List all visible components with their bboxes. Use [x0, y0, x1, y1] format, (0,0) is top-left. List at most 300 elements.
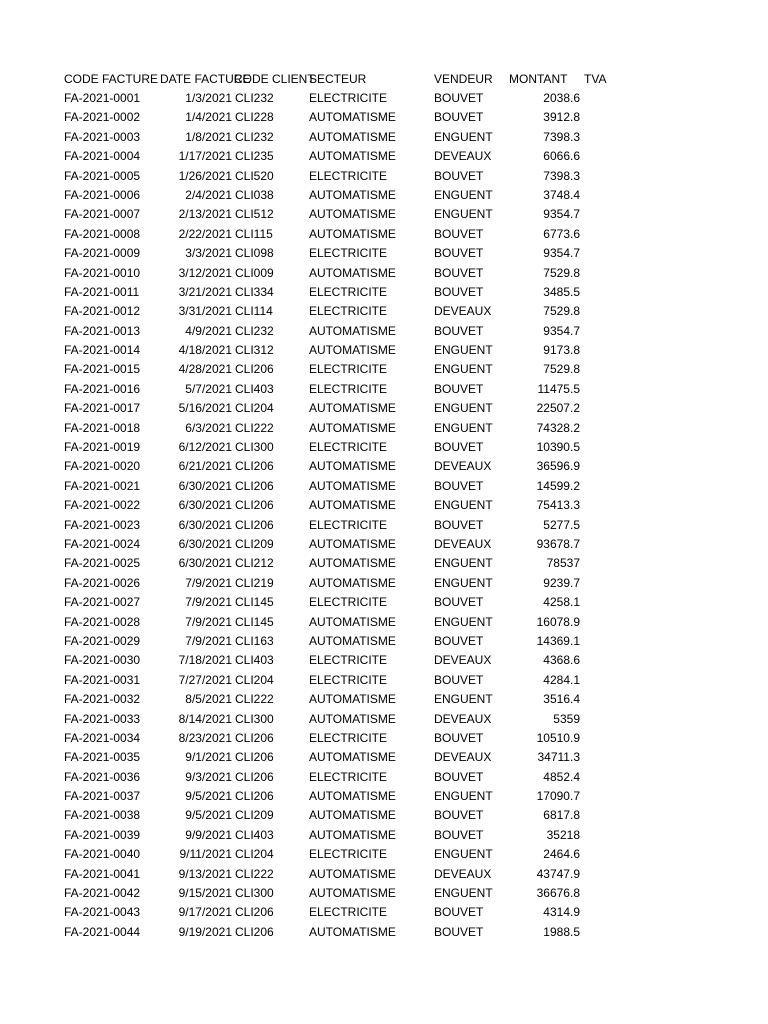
- cell-date-facture[interactable]: 1/8/2021: [185, 129, 232, 144]
- cell-vendeur[interactable]: ENGUENT: [434, 575, 493, 590]
- cell-date-facture[interactable]: 7/9/2021: [185, 633, 232, 648]
- cell-secteur[interactable]: ELECTRICITE: [309, 905, 388, 920]
- cell-montant[interactable]: 6066.6: [543, 149, 580, 164]
- header-date-facture[interactable]: DATE FACTURE: [160, 72, 251, 86]
- cell-montant[interactable]: 9354.7: [543, 246, 580, 261]
- cell-code-facture[interactable]: FA-2021-0017: [64, 401, 141, 416]
- cell-code-facture[interactable]: FA-2021-0013: [64, 323, 141, 338]
- table-row: [0, 225, 768, 244]
- cell-code-client[interactable]: CLI115: [235, 226, 273, 241]
- cell-vendeur[interactable]: DEVEAUX: [434, 866, 492, 881]
- cell-date-facture[interactable]: 2/4/2021: [185, 187, 232, 202]
- cell-secteur[interactable]: ELECTRICITE: [309, 91, 388, 105]
- cell-code-facture[interactable]: FA-2021-0026: [64, 575, 141, 590]
- cell-code-facture[interactable]: FA-2021-0009: [64, 246, 141, 261]
- cell-vendeur[interactable]: DEVEAUX: [434, 304, 492, 319]
- header-code-client[interactable]: CODE CLIENT: [234, 72, 315, 86]
- cell-date-facture[interactable]: 9/5/2021: [185, 789, 232, 804]
- cell-vendeur[interactable]: BOUVET: [434, 808, 484, 823]
- cell-montant[interactable]: 7529.8: [543, 304, 580, 319]
- table-row: [0, 128, 768, 147]
- cell-code-facture[interactable]: FA-2021-0019: [64, 440, 141, 455]
- cell-montant[interactable]: 7398.3: [543, 129, 580, 144]
- cell-secteur[interactable]: AUTOMATISME: [309, 207, 396, 222]
- table-row: [0, 341, 768, 360]
- cell-code-client[interactable]: CLI235: [235, 149, 274, 164]
- cell-vendeur[interactable]: ENGUENT: [434, 343, 493, 358]
- cell-montant[interactable]: 4284.1: [543, 672, 580, 687]
- cell-date-facture[interactable]: 2/13/2021: [178, 207, 232, 222]
- cell-secteur[interactable]: ELECTRICITE: [309, 595, 388, 610]
- cell-code-client[interactable]: CLI209: [235, 536, 274, 551]
- table-row: [0, 516, 768, 535]
- cell-vendeur[interactable]: DEVEAUX: [434, 653, 492, 668]
- cell-code-facture[interactable]: FA-2021-0008: [64, 226, 141, 241]
- cell-code-facture[interactable]: FA-2021-0039: [64, 827, 141, 842]
- cell-date-facture[interactable]: 9/13/2021: [178, 866, 232, 881]
- cell-date-facture[interactable]: 7/9/2021: [185, 595, 232, 610]
- cell-date-facture[interactable]: 6/21/2021: [178, 459, 232, 474]
- cell-vendeur[interactable]: ENGUENT: [434, 692, 493, 707]
- cell-secteur[interactable]: ELECTRICITE: [309, 246, 388, 261]
- cell-code-client[interactable]: CLI098: [235, 246, 274, 261]
- table-row: [0, 244, 768, 263]
- cell-date-facture[interactable]: 1/17/2021: [178, 149, 232, 164]
- cell-date-facture[interactable]: 1/26/2021: [178, 168, 232, 183]
- cell-secteur[interactable]: ELECTRICITE: [309, 672, 388, 687]
- cell-code-facture[interactable]: FA-2021-0029: [64, 633, 141, 648]
- cell-code-client[interactable]: CLI206: [235, 517, 274, 532]
- cell-montant[interactable]: 4258.1: [543, 595, 580, 610]
- cell-date-facture[interactable]: 6/30/2021: [178, 498, 232, 513]
- cell-code-client[interactable]: CLI403: [235, 381, 274, 396]
- header-montant[interactable]: MONTANT: [509, 72, 568, 86]
- cell-date-facture[interactable]: 8/5/2021: [185, 692, 232, 707]
- cell-date-facture[interactable]: 6/30/2021: [178, 478, 232, 493]
- cell-date-facture[interactable]: 7/27/2021: [178, 672, 232, 687]
- cell-vendeur[interactable]: ENGUENT: [434, 187, 493, 202]
- cell-code-client[interactable]: CLI212: [235, 556, 274, 571]
- cell-secteur[interactable]: AUTOMATISME: [309, 692, 396, 707]
- cell-date-facture[interactable]: 4/28/2021: [178, 362, 232, 377]
- cell-code-facture[interactable]: FA-2021-0012: [64, 304, 141, 319]
- cell-date-facture[interactable]: 6/30/2021: [178, 536, 232, 551]
- cell-code-facture[interactable]: FA-2021-0027: [64, 595, 141, 610]
- cell-code-client[interactable]: CLI206: [235, 769, 274, 784]
- cell-code-client[interactable]: CLI206: [235, 750, 274, 765]
- cell-vendeur[interactable]: BOUVET: [434, 827, 484, 842]
- cell-date-facture[interactable]: 8/23/2021: [178, 730, 232, 745]
- cell-montant[interactable]: 34711.3: [537, 750, 580, 765]
- table-row: [0, 729, 768, 748]
- cell-date-facture[interactable]: 2/22/2021: [178, 226, 232, 241]
- cell-code-facture[interactable]: FA-2021-0006: [64, 187, 141, 202]
- cell-secteur[interactable]: AUTOMATISME: [309, 556, 396, 571]
- table-row: [0, 554, 768, 573]
- cell-date-facture[interactable]: 3/21/2021: [178, 284, 232, 299]
- cell-montant[interactable]: 3516.4: [543, 692, 580, 707]
- cell-secteur[interactable]: AUTOMATISME: [309, 459, 396, 474]
- table-row: [0, 496, 768, 515]
- table-row: [0, 826, 768, 845]
- cell-montant[interactable]: 17090.7: [536, 789, 580, 804]
- cell-secteur[interactable]: AUTOMATISME: [309, 265, 396, 280]
- cell-vendeur[interactable]: BOUVET: [434, 517, 484, 532]
- cell-vendeur[interactable]: ENGUENT: [434, 886, 493, 901]
- cell-code-client[interactable]: CLI512: [235, 207, 274, 222]
- cell-code-client[interactable]: CLI206: [235, 789, 274, 804]
- cell-code-facture[interactable]: FA-2021-0005: [64, 168, 141, 183]
- cell-code-client[interactable]: CLI403: [235, 827, 274, 842]
- cell-code-client[interactable]: CLI222: [235, 866, 274, 881]
- cell-code-facture[interactable]: FA-2021-0034: [64, 730, 141, 745]
- table-row: [0, 613, 768, 632]
- cell-code-client[interactable]: CLI163: [235, 633, 274, 648]
- cell-code-client[interactable]: CLI312: [235, 343, 274, 358]
- cell-date-facture[interactable]: 6/3/2021: [185, 420, 232, 435]
- cell-vendeur[interactable]: BOUVET: [434, 633, 484, 648]
- cell-code-facture[interactable]: FA-2021-0043: [64, 905, 141, 920]
- cell-code-client[interactable]: CLI114: [235, 304, 273, 319]
- cell-secteur[interactable]: AUTOMATISME: [309, 478, 396, 493]
- header-tva[interactable]: TVA: [584, 72, 607, 86]
- cell-vendeur[interactable]: ENGUENT: [434, 129, 493, 144]
- table-row: [0, 419, 768, 438]
- cell-montant[interactable]: 4852.4: [543, 769, 580, 784]
- table-row: [0, 923, 768, 942]
- cell-montant[interactable]: 9239.7: [543, 575, 580, 590]
- cell-code-facture[interactable]: FA-2021-0023: [64, 517, 141, 532]
- cell-secteur[interactable]: AUTOMATISME: [309, 789, 396, 804]
- header-vendeur[interactable]: VENDEUR: [434, 72, 493, 86]
- cell-code-facture[interactable]: FA-2021-0024: [64, 536, 141, 551]
- table-row: [0, 593, 768, 612]
- cell-date-facture[interactable]: 9/17/2021: [178, 905, 232, 920]
- cell-date-facture[interactable]: 9/15/2021: [178, 886, 232, 901]
- cell-secteur[interactable]: ELECTRICITE: [309, 381, 388, 396]
- cell-secteur[interactable]: AUTOMATISME: [309, 498, 396, 513]
- cell-vendeur[interactable]: BOUVET: [434, 905, 484, 920]
- cell-secteur[interactable]: AUTOMATISME: [309, 149, 396, 164]
- cell-code-client[interactable]: CLI520: [235, 168, 274, 183]
- cell-vendeur[interactable]: BOUVET: [434, 672, 484, 687]
- cell-date-facture[interactable]: 9/19/2021: [178, 924, 232, 939]
- cell-code-client[interactable]: CLI206: [235, 498, 274, 513]
- cell-vendeur[interactable]: BOUVET: [434, 226, 484, 241]
- cell-vendeur[interactable]: ENGUENT: [434, 207, 493, 222]
- cell-vendeur[interactable]: BOUVET: [434, 246, 484, 261]
- cell-secteur[interactable]: AUTOMATISME: [309, 575, 396, 590]
- cell-vendeur[interactable]: ENGUENT: [434, 614, 493, 629]
- table-row: [0, 438, 768, 457]
- cell-secteur[interactable]: AUTOMATISME: [309, 633, 396, 648]
- cell-secteur[interactable]: AUTOMATISME: [309, 808, 396, 823]
- cell-secteur[interactable]: AUTOMATISME: [309, 750, 396, 765]
- cell-secteur[interactable]: AUTOMATISME: [309, 343, 396, 358]
- cell-vendeur[interactable]: BOUVET: [434, 381, 484, 396]
- cell-date-facture[interactable]: 6/30/2021: [178, 556, 232, 571]
- cell-secteur[interactable]: ELECTRICITE: [309, 730, 388, 745]
- cell-montant[interactable]: 10390.5: [536, 440, 580, 455]
- cell-vendeur[interactable]: BOUVET: [434, 110, 484, 125]
- table-row: [0, 186, 768, 205]
- cell-date-facture[interactable]: 5/7/2021: [185, 381, 232, 396]
- table-row: [0, 671, 768, 690]
- cell-code-client[interactable]: CLI209: [235, 808, 274, 823]
- cell-montant[interactable]: 36596.9: [536, 459, 580, 474]
- cell-code-facture[interactable]: FA-2021-0044: [64, 924, 141, 939]
- cell-code-facture[interactable]: FA-2021-0020: [64, 459, 141, 474]
- cell-code-client[interactable]: CLI204: [235, 847, 274, 862]
- cell-code-facture[interactable]: FA-2021-0010: [64, 265, 141, 280]
- cell-secteur[interactable]: AUTOMATISME: [309, 614, 396, 629]
- table-row: [0, 806, 768, 825]
- cell-date-facture[interactable]: 8/14/2021: [178, 711, 232, 726]
- cell-montant[interactable]: 9173.8: [543, 343, 580, 358]
- cell-montant[interactable]: 43747.9: [536, 866, 580, 881]
- table-row: [0, 302, 768, 321]
- cell-code-facture[interactable]: FA-2021-0038: [64, 808, 141, 823]
- cell-secteur[interactable]: AUTOMATISME: [309, 226, 396, 241]
- cell-vendeur[interactable]: ENGUENT: [434, 420, 493, 435]
- cell-montant[interactable]: 4368.6: [543, 653, 580, 668]
- cell-vendeur[interactable]: BOUVET: [434, 91, 484, 105]
- cell-code-facture[interactable]: FA-2021-0001: [64, 91, 141, 105]
- cell-code-facture[interactable]: FA-2021-0030: [64, 653, 141, 668]
- cell-secteur[interactable]: AUTOMATISME: [309, 866, 396, 881]
- cell-code-facture[interactable]: FA-2021-0003: [64, 129, 141, 144]
- cell-vendeur[interactable]: ENGUENT: [434, 362, 493, 377]
- cell-montant[interactable]: 5277.5: [543, 517, 580, 532]
- cell-code-client[interactable]: CLI145: [235, 595, 274, 610]
- cell-code-facture[interactable]: FA-2021-0042: [64, 886, 141, 901]
- cell-code-client[interactable]: CLI206: [235, 459, 274, 474]
- cell-code-client[interactable]: CLI300: [235, 886, 274, 901]
- cell-code-facture[interactable]: FA-2021-0035: [64, 750, 141, 765]
- table-row: [0, 167, 768, 186]
- cell-code-client[interactable]: CLI232: [235, 323, 274, 338]
- cell-code-facture[interactable]: FA-2021-0041: [64, 866, 141, 881]
- cell-code-client[interactable]: CLI222: [235, 420, 274, 435]
- cell-secteur[interactable]: AUTOMATISME: [309, 129, 396, 144]
- cell-montant[interactable]: 3748.4: [543, 187, 580, 202]
- cell-date-facture[interactable]: 6/12/2021: [178, 440, 232, 455]
- cell-code-facture[interactable]: FA-2021-0021: [64, 478, 141, 493]
- cell-montant[interactable]: 75413.3: [536, 498, 580, 513]
- cell-secteur[interactable]: AUTOMATISME: [309, 711, 396, 726]
- table-row: [0, 845, 768, 864]
- cell-code-client[interactable]: CLI300: [235, 440, 274, 455]
- table-row: [0, 147, 768, 166]
- cell-secteur[interactable]: AUTOMATISME: [309, 536, 396, 551]
- cell-vendeur[interactable]: ENGUENT: [434, 556, 493, 571]
- cell-vendeur[interactable]: BOUVET: [434, 595, 484, 610]
- cell-date-facture[interactable]: 3/3/2021: [185, 246, 232, 261]
- cell-code-client[interactable]: CLI334: [235, 284, 274, 299]
- cell-montant[interactable]: 9354.7: [543, 207, 580, 222]
- cell-code-client[interactable]: CLI219: [235, 575, 274, 590]
- cell-date-facture[interactable]: 1/3/2021: [185, 91, 232, 105]
- cell-montant[interactable]: 14369.1: [536, 633, 580, 648]
- cell-secteur[interactable]: AUTOMATISME: [309, 323, 396, 338]
- cell-code-facture[interactable]: FA-2021-0028: [64, 614, 141, 629]
- cell-date-facture[interactable]: 7/9/2021: [185, 575, 232, 590]
- cell-code-client[interactable]: CLI403: [235, 653, 274, 668]
- cell-secteur[interactable]: AUTOMATISME: [309, 886, 396, 901]
- table-row: [0, 787, 768, 806]
- cell-montant[interactable]: 7529.8: [543, 265, 580, 280]
- cell-vendeur[interactable]: DEVEAUX: [434, 149, 492, 164]
- cell-montant[interactable]: 93678.7: [536, 536, 580, 551]
- cell-code-client[interactable]: CLI038: [235, 187, 274, 202]
- cell-code-facture[interactable]: FA-2021-0022: [64, 498, 141, 513]
- cell-vendeur[interactable]: BOUVET: [434, 769, 484, 784]
- cell-code-facture[interactable]: FA-2021-0011: [64, 284, 140, 299]
- cell-code-facture[interactable]: FA-2021-0036: [64, 769, 141, 784]
- cell-montant[interactable]: 78537: [546, 556, 580, 571]
- cell-vendeur[interactable]: ENGUENT: [434, 401, 493, 416]
- cell-montant[interactable]: 6773.6: [543, 226, 580, 241]
- cell-date-facture[interactable]: 7/9/2021: [185, 614, 232, 629]
- cell-date-facture[interactable]: 7/18/2021: [178, 653, 232, 668]
- table-header-row: [0, 70, 768, 89]
- cell-date-facture[interactable]: 4/18/2021: [178, 343, 232, 358]
- cell-code-facture[interactable]: FA-2021-0025: [64, 556, 141, 571]
- cell-vendeur[interactable]: BOUVET: [434, 168, 484, 183]
- cell-code-facture[interactable]: FA-2021-0040: [64, 847, 141, 862]
- cell-secteur[interactable]: AUTOMATISME: [309, 827, 396, 842]
- table-row: [0, 108, 768, 127]
- table-row: [0, 535, 768, 554]
- cell-secteur[interactable]: ELECTRICITE: [309, 847, 388, 862]
- table-row: [0, 690, 768, 709]
- cell-code-client[interactable]: CLI232: [235, 129, 274, 144]
- cell-code-facture[interactable]: FA-2021-0014: [64, 343, 141, 358]
- cell-montant[interactable]: 14599.2: [536, 478, 580, 493]
- cell-code-client[interactable]: CLI300: [235, 711, 274, 726]
- cell-vendeur[interactable]: ENGUENT: [434, 847, 493, 862]
- cell-montant[interactable]: 10510.9: [536, 730, 580, 745]
- cell-vendeur[interactable]: DEVEAUX: [434, 750, 492, 765]
- cell-code-client[interactable]: CLI228: [235, 110, 274, 125]
- cell-vendeur[interactable]: DEVEAUX: [434, 459, 492, 474]
- cell-code-facture[interactable]: FA-2021-0007: [64, 207, 141, 222]
- cell-vendeur[interactable]: DEVEAUX: [434, 711, 492, 726]
- cell-secteur[interactable]: AUTOMATISME: [309, 110, 396, 125]
- cell-code-facture[interactable]: FA-2021-0031: [64, 672, 141, 687]
- cell-vendeur[interactable]: BOUVET: [434, 265, 484, 280]
- cell-montant[interactable]: 5359: [553, 711, 580, 726]
- cell-montant[interactable]: 2038.6: [543, 91, 580, 105]
- cell-montant[interactable]: 11475.5: [537, 381, 580, 396]
- cell-code-client[interactable]: CLI206: [235, 924, 274, 939]
- cell-date-facture[interactable]: 9/11/2021: [179, 847, 232, 862]
- cell-code-facture[interactable]: FA-2021-0037: [64, 789, 141, 804]
- cell-montant[interactable]: 6817.8: [543, 808, 580, 823]
- cell-montant[interactable]: 2464.6: [543, 847, 580, 862]
- cell-code-client[interactable]: CLI204: [235, 672, 274, 687]
- cell-code-client[interactable]: CLI009: [235, 265, 274, 280]
- cell-code-facture[interactable]: FA-2021-0002: [64, 110, 141, 125]
- cell-vendeur[interactable]: BOUVET: [434, 730, 484, 745]
- cell-secteur[interactable]: ELECTRICITE: [309, 362, 388, 377]
- cell-secteur[interactable]: AUTOMATISME: [309, 924, 396, 939]
- cell-montant[interactable]: 16078.9: [536, 614, 580, 629]
- table-row: [0, 477, 768, 496]
- cell-montant[interactable]: 1988.5: [543, 924, 580, 939]
- cell-code-facture[interactable]: FA-2021-0033: [64, 711, 141, 726]
- cell-code-client[interactable]: CLI206: [235, 362, 274, 377]
- cell-secteur[interactable]: ELECTRICITE: [309, 769, 388, 784]
- cell-secteur[interactable]: AUTOMATISME: [309, 420, 396, 435]
- cell-date-facture[interactable]: 1/4/2021: [185, 110, 232, 125]
- cell-vendeur[interactable]: BOUVET: [434, 440, 484, 455]
- cell-date-facture[interactable]: 5/16/2021: [178, 401, 232, 416]
- cell-code-client[interactable]: CLI232: [235, 91, 274, 105]
- cell-montant[interactable]: 4314.9: [543, 905, 580, 920]
- cell-date-facture[interactable]: 3/31/2021: [178, 304, 232, 319]
- cell-code-client[interactable]: CLI145: [235, 614, 274, 629]
- cell-date-facture[interactable]: 9/3/2021: [185, 769, 232, 784]
- cell-date-facture[interactable]: 9/9/2021: [185, 827, 232, 842]
- cell-secteur[interactable]: ELECTRICITE: [309, 304, 388, 319]
- cell-code-client[interactable]: CLI206: [235, 730, 274, 745]
- cell-secteur[interactable]: ELECTRICITE: [309, 284, 388, 299]
- cell-montant[interactable]: 36676.8: [536, 886, 580, 901]
- cell-secteur[interactable]: AUTOMATISME: [309, 401, 396, 416]
- cell-montant[interactable]: 35218: [546, 827, 580, 842]
- header-secteur[interactable]: SECTEUR: [309, 72, 367, 86]
- cell-secteur[interactable]: AUTOMATISME: [309, 187, 396, 202]
- cell-vendeur[interactable]: ENGUENT: [434, 498, 493, 513]
- cell-code-client[interactable]: CLI222: [235, 692, 274, 707]
- cell-montant[interactable]: 22507.2: [536, 401, 580, 416]
- cell-montant[interactable]: 7398.3: [543, 168, 580, 183]
- cell-code-facture[interactable]: FA-2021-0004: [64, 149, 141, 164]
- cell-montant[interactable]: 3912.8: [543, 110, 580, 125]
- table-row: [0, 710, 768, 729]
- cell-montant[interactable]: 74328.2: [536, 420, 580, 435]
- cell-secteur[interactable]: ELECTRICITE: [309, 653, 388, 668]
- table-row: [0, 865, 768, 884]
- cell-secteur[interactable]: ELECTRICITE: [309, 168, 388, 183]
- cell-date-facture[interactable]: 6/30/2021: [178, 517, 232, 532]
- cell-date-facture[interactable]: 4/9/2021: [185, 323, 232, 338]
- cell-code-facture[interactable]: FA-2021-0018: [64, 420, 141, 435]
- cell-vendeur[interactable]: BOUVET: [434, 924, 484, 939]
- cell-date-facture[interactable]: 9/5/2021: [185, 808, 232, 823]
- cell-secteur[interactable]: ELECTRICITE: [309, 440, 388, 455]
- cell-montant[interactable]: 7529.8: [543, 362, 580, 377]
- cell-vendeur[interactable]: DEVEAUX: [434, 536, 492, 551]
- cell-vendeur[interactable]: ENGUENT: [434, 789, 493, 804]
- cell-vendeur[interactable]: BOUVET: [434, 478, 484, 493]
- cell-date-facture[interactable]: 3/12/2021: [178, 265, 232, 280]
- cell-vendeur[interactable]: BOUVET: [434, 284, 484, 299]
- cell-code-facture[interactable]: FA-2021-0015: [64, 362, 141, 377]
- cell-montant[interactable]: 3485.5: [543, 284, 580, 299]
- cell-montant[interactable]: 9354.7: [543, 323, 580, 338]
- cell-vendeur[interactable]: BOUVET: [434, 323, 484, 338]
- cell-code-client[interactable]: CLI206: [235, 478, 274, 493]
- cell-code-facture[interactable]: FA-2021-0016: [64, 381, 141, 396]
- cell-code-client[interactable]: CLI206: [235, 905, 274, 920]
- cell-code-facture[interactable]: FA-2021-0032: [64, 692, 141, 707]
- cell-secteur[interactable]: ELECTRICITE: [309, 517, 388, 532]
- header-code-facture[interactable]: CODE FACTURE: [64, 72, 159, 86]
- cell-date-facture[interactable]: 9/1/2021: [185, 750, 232, 765]
- cell-code-client[interactable]: CLI204: [235, 401, 274, 416]
